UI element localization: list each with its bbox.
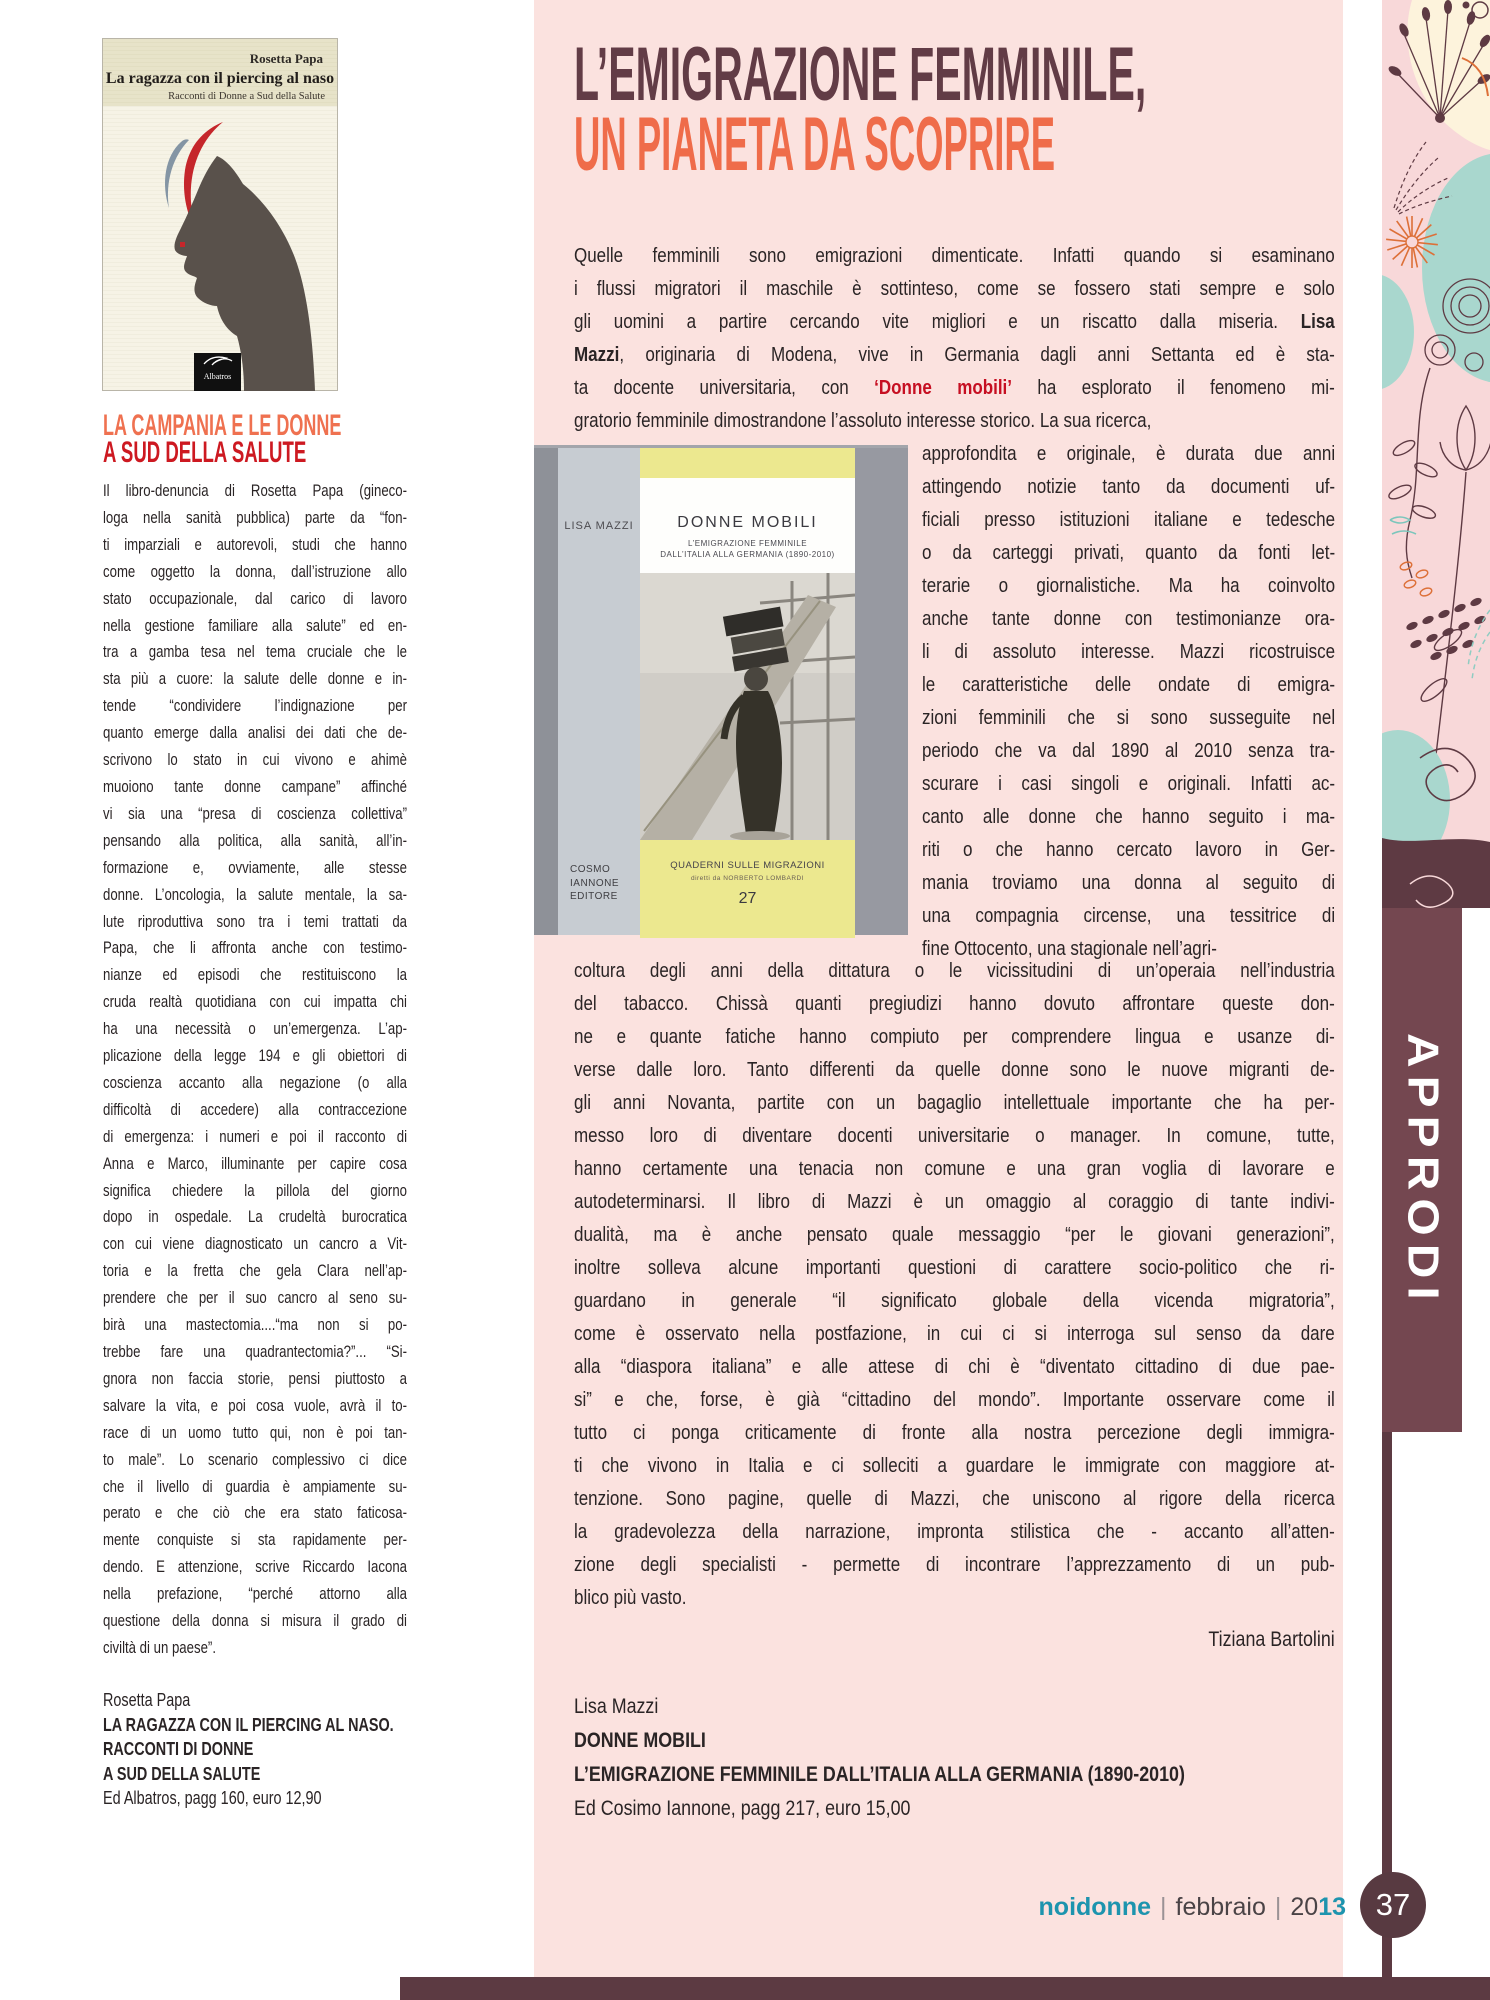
text-line: messo loro di diventare docenti universitarie o manager. In comune, tutte, (574, 1125, 1335, 1147)
text-line: hanno certamente una tenacia non comune e una gran voglia di lavorare e (574, 1158, 1335, 1180)
text-line: Quelle femminili sono emigrazioni dimenticate. Infatti quando si esaminano (574, 245, 1335, 267)
book-info-right-subtitle: L’EMIGRAZIONE FEMMINILE DALL’ITALIA ALLA GERMANIA (1890-2010) (574, 1763, 1185, 1786)
text-line: nella gestione familiare alla salute” ed en- (103, 616, 407, 635)
cover1-title: La ragazza con il piercing al naso (105, 70, 335, 87)
book-info-right-edition: Ed Cosimo Iannone, pagg 217, euro 15,00 (574, 1797, 911, 1820)
cover2-bottom-yellow-band (640, 840, 855, 938)
book-info-right-title: DONNE MOBILI (574, 1729, 706, 1752)
book-info-left-title2: RACCONTI DI DONNE (103, 1739, 254, 1759)
cover2-publisher-line2: IANNONE (570, 877, 620, 889)
article-title-line2: UN PIANETA DA SCOPRIRE (574, 102, 1056, 187)
footer-year-prefix: 20 (1290, 1893, 1319, 1921)
text-line: pensando alla politica, alla sanità, all’in- (103, 831, 407, 850)
text-line: gli anni Novanta, partite con un bagaglio intellettuale importante che ha per- (574, 1092, 1335, 1114)
cover2-subtitle-line1: L’EMIGRAZIONE FEMMINILE (687, 539, 808, 548)
text-line: prendere che per il suo cancro al seno su- (103, 1289, 407, 1308)
text-line: mania troviamo una donna al seguito di (922, 872, 1336, 894)
text-line: formazione e, ovviamente, alle stesse (103, 858, 407, 877)
text-line: la gradevolezza della narrazione, impronta stilistica che - accanto all’atten- (574, 1521, 1335, 1543)
footer (574, 1893, 1346, 1922)
article-wrap-column (922, 438, 1335, 966)
review-heading (103, 409, 500, 469)
footer-separator-1: | (1160, 1893, 1167, 1921)
cover2-author: LISA MAZZI (564, 520, 634, 532)
text-line: gli uomini a partire cercando vite migliori e un riscatto dalla miseria. Lisa (574, 311, 1335, 333)
text-line: tenzione. Sono pagine, quelle di Mazzi, che uniscono al rigore della ricerca (574, 1488, 1335, 1510)
text-line: una compagnia circense, una tessitrice di (922, 905, 1336, 927)
cover2-subtitle (640, 538, 855, 560)
text-line: li di assoluto interesse. Mazzi ricostruisce (922, 641, 1336, 663)
text-line: Mazzi, originaria di Modena, vive in Germania dagli anni Settanta ed è sta- (574, 344, 1335, 366)
text-line: plicazione della legge 194 e gli obiettori di (103, 1047, 407, 1066)
article-byline: Tiziana Bartolini (1208, 1628, 1335, 1651)
text-line: dopo in ospedale. La crudeltà burocratica (103, 1208, 407, 1227)
cover2-series: QUADERNI SULLE MIGRAZIONI (670, 860, 825, 871)
book-info-right-author: Lisa Mazzi (574, 1695, 659, 1718)
text-line: zioni femminili che si sono susseguite nel (922, 707, 1336, 729)
text-line: lute riproduttiva sono tra i temi trattati da (103, 912, 407, 931)
text-line: difficoltà di accedere) alla contraccezione (103, 1100, 407, 1119)
text-line: tra a gamba tesa nel tema cruciale che le (103, 643, 407, 662)
albatros-bird-icon (202, 354, 234, 366)
review-heading-line1: LA CAMPANIA E LE DONNE (103, 409, 342, 442)
text-line: race di un uomo tutto qui, non è poi tan- (103, 1423, 407, 1442)
book-info-left-edition: Ed Albatros, pagg 160, euro 12,90 (103, 1788, 322, 1808)
woman-profile-illustration (103, 106, 337, 391)
text-line: salvare la vita, e poi cosa vuole, avrà il to- (103, 1396, 407, 1415)
article-title (574, 32, 1490, 187)
cover2-top-yellow-band (640, 448, 855, 478)
text-line: canto alle donne che hanno seguito i ma- (922, 806, 1336, 828)
text-line: periodo che va dal 1890 al 2010 senza tra- (922, 740, 1336, 762)
cover1-publisher: Albatros (203, 372, 232, 381)
footer-separator-2: | (1274, 1893, 1282, 1921)
section-label: APPRODI (1398, 1032, 1446, 1308)
text-line: i flussi migratori il maschile è sottinteso, come se fossero stati sempre e solo (574, 278, 1335, 300)
text-line: come oggetto la donna, dall’istruzione allo (103, 562, 407, 581)
text-line: blico più vasto. (574, 1587, 687, 1609)
text-line: sta più a cuore: la salute delle donne e in- (103, 670, 407, 689)
text-line: autodeterminarsi. Il libro di Mazzi è un omaggio al coraggio di tante indivi- (574, 1191, 1335, 1213)
article-title-line1: L’EMIGRAZIONE FEMMINILE, (574, 32, 1147, 117)
text-line: questione della donna si misura il grado di (103, 1612, 407, 1631)
text-line: o da carteggi privati, quanto da fonti let- (922, 542, 1336, 564)
text-line: le caratteristiche delle ondate di emigra- (922, 674, 1336, 696)
text-line: birà una mastectomia....“ma non si po- (103, 1316, 407, 1335)
text-line: ficiali presso istituzioni italiane e tedesche (922, 509, 1336, 531)
footer-month: febbraio (1175, 1893, 1266, 1921)
text-line: dendo. E attenzione, scrive Riccardo Iacona (103, 1558, 407, 1577)
text-line: civiltà di un paese”. (103, 1638, 216, 1657)
cover2-left-edge (534, 448, 558, 935)
text-line: nella prefazione, “perché attorno alla (103, 1585, 407, 1604)
text-line: loga nella sanità pubblica) parte da “fon- (103, 508, 407, 527)
cover2-series-editor: diretti da NORBERTO LOMBARDI (690, 875, 805, 882)
book-info-left-author: Rosetta Papa (103, 1690, 191, 1710)
text-line: muoiono tante donne campane” affinché (103, 777, 407, 796)
book-info-left-title1: LA RAGAZZA CON IL PIERCING AL NASO. (103, 1714, 394, 1735)
text-line: anche tante donne con testimonianze ora- (922, 608, 1336, 630)
text-line: coltura degli anni della dittatura o le vicissitudini di un’operaia nell’industria (574, 960, 1335, 982)
text-line: donne. L’oncologia, la salute mentale, la sa- (103, 885, 407, 904)
cover1-author: Rosetta Papa (249, 51, 323, 66)
text-line: tutto ci ponga criticamente di fronte alla nostra percezione degli immigra- (574, 1422, 1335, 1444)
cover2-title: DONNE MOBILI (677, 514, 818, 531)
text-line: alla “diaspora italiana” e alle attese di chi è “diventato cittadino di due pae- (574, 1356, 1335, 1378)
cover2-publisher (570, 863, 640, 904)
text-line: zione degli specialisti - permette di incontrare l’apprezzamento di un pub- (574, 1554, 1335, 1576)
section-label-bar (1382, 908, 1462, 1432)
left-review-body (103, 478, 407, 1662)
book-info-left-title3: A SUD DELLA SALUTE (103, 1763, 261, 1784)
text-line: di emergenza: i numeri e poi il racconto di (103, 1127, 407, 1146)
albatros-publisher-logo (194, 353, 241, 391)
text-line: quanto emerge dalla analisi dei dati che de- (103, 724, 407, 743)
cover2-subtitle-line2: DALL’ITALIA ALLA GERMANIA (1890-2010) (660, 550, 835, 559)
book-cover-ragazza-piercing (102, 38, 338, 391)
bottom-rule-bar (400, 1977, 1490, 2000)
text-line: terarie o giornalistiche. Ma ha coinvolto (922, 575, 1336, 597)
text-line: trebbe fare una quadrantectomia?”... “Si- (103, 1343, 407, 1361)
cover1-subtitle: Racconti di Donne a Sud della Salute (168, 91, 325, 102)
floral-pattern-illustration (1382, 0, 1490, 908)
article-body (574, 955, 1335, 1615)
text-line: che il livello di guardia è ampiamente su- (103, 1477, 407, 1496)
text-line: fine Ottocento, una stagionale nell’agri- (922, 938, 1217, 960)
article-intro (574, 240, 1335, 438)
cover2-publisher-line1: COSMO (570, 864, 611, 875)
book-cover-donne-mobili (534, 445, 908, 935)
text-line: verse dalle loro. Tanto differenti da quelle donne sono le nuove migranti de- (574, 1059, 1335, 1081)
text-line: ha una necessità o un’emergenza. L’ap- (103, 1020, 407, 1039)
text-line: scrivono lo stato in cui vivono e ahimè (103, 751, 407, 770)
text-line: cruda realtà quotidiana con cui impatta chi (103, 993, 407, 1012)
text-line: approfondita e originale, è durata due anni (922, 443, 1336, 465)
cover1-top-band (103, 39, 337, 106)
magazine-name: noidonne (1038, 1893, 1152, 1921)
text-line: ta docente universitaria, con ‘Donne mobili’ ha esplorato il fenomeno mi- (574, 377, 1335, 399)
text-line: stato occupazionale, dal carico di lavoro (103, 589, 407, 608)
text-line: inoltre solleva alcune importanti questioni di carattere socio-politico che ri- (574, 1257, 1335, 1279)
text-line: con cui viene diagnosticato un cancro a Vit- (103, 1235, 407, 1254)
text-line: gnora non faccia storie, pensi piuttosto a (103, 1369, 407, 1388)
cover2-publisher-line3: EDITORE (570, 891, 618, 902)
text-line: ti che vivono in Italia e ci solleciti a guardare le immigrate con maggiore at- (574, 1455, 1335, 1477)
text-line: ne e quante fatiche hanno compiuto per comprendere lingua e usanze di- (574, 1026, 1335, 1048)
text-line: vi sia una “presa di coscienza collettiva” (103, 804, 407, 823)
text-line: gratorio femminile dimostrandone l’assoluto interesse storico. La sua ricerca, (574, 410, 1152, 432)
footer-year-suffix: 13 (1318, 1893, 1346, 1921)
book-info-right (574, 1690, 1335, 1826)
text-line: si” e che, forse, è già “cittadino del mondo”. Importante osservare come il (574, 1389, 1335, 1411)
text-line: guardano in generale “il significato globale della vicenda migratoria”, (574, 1290, 1335, 1312)
cover2-right-edge (855, 448, 908, 935)
text-line: coscienza accanto alla negazione (o alla (103, 1073, 407, 1092)
text-line: dualità, ma è anche pensato quale messaggio “per le giovani generazioni”, (574, 1224, 1335, 1246)
text-line: riti o che hanno cercato lavoro in Ger- (922, 839, 1336, 861)
text-line: mente conquiste si sta rapidamente per- (103, 1531, 407, 1550)
text-line: tende “condividere l’indignazione per (103, 697, 407, 716)
page-number: 37 (1375, 1887, 1411, 1922)
review-heading-line2: A SUD DELLA SALUTE (103, 436, 307, 469)
text-line: nianze ed episodi che restituiscono la (103, 966, 407, 985)
text-line: Anna e Marco, illuminante per capire cosa (103, 1154, 407, 1173)
text-line: perato e che ciò che era stato faticosa- (103, 1504, 407, 1523)
text-line: attingendo notizie tanto da documenti uf- (922, 476, 1336, 498)
cover2-series-number: 27 (738, 890, 757, 907)
text-line: significa chiedere la pillola del giorno (103, 1181, 407, 1200)
cover2-front (640, 448, 855, 935)
text-line: ti imparziali e autorevoli, studi che hanno (103, 535, 407, 554)
text-line: Il libro-denuncia di Rosetta Papa (gineco- (103, 482, 407, 500)
text-line: come è osservato nella postfazione, in cui ci si interroga sul senso da dare (574, 1323, 1335, 1345)
book-cover-photo (640, 573, 855, 840)
book-info-left (103, 1688, 407, 1811)
text-line: Papa, che li affronta anche con testimo- (103, 939, 407, 958)
text-line: del tabacco. Chissà quanti pregiudizi hanno dovuto affrontare queste don- (574, 993, 1335, 1015)
text-line: scurare i casi singoli e originali. Infatti ac- (922, 773, 1336, 795)
text-line: to male”. Lo scenario complessivo ci dice (103, 1450, 407, 1469)
text-line: toria e la fretta che gela Clara nell’ap- (103, 1262, 407, 1281)
page-number-badge (1360, 1872, 1426, 1938)
